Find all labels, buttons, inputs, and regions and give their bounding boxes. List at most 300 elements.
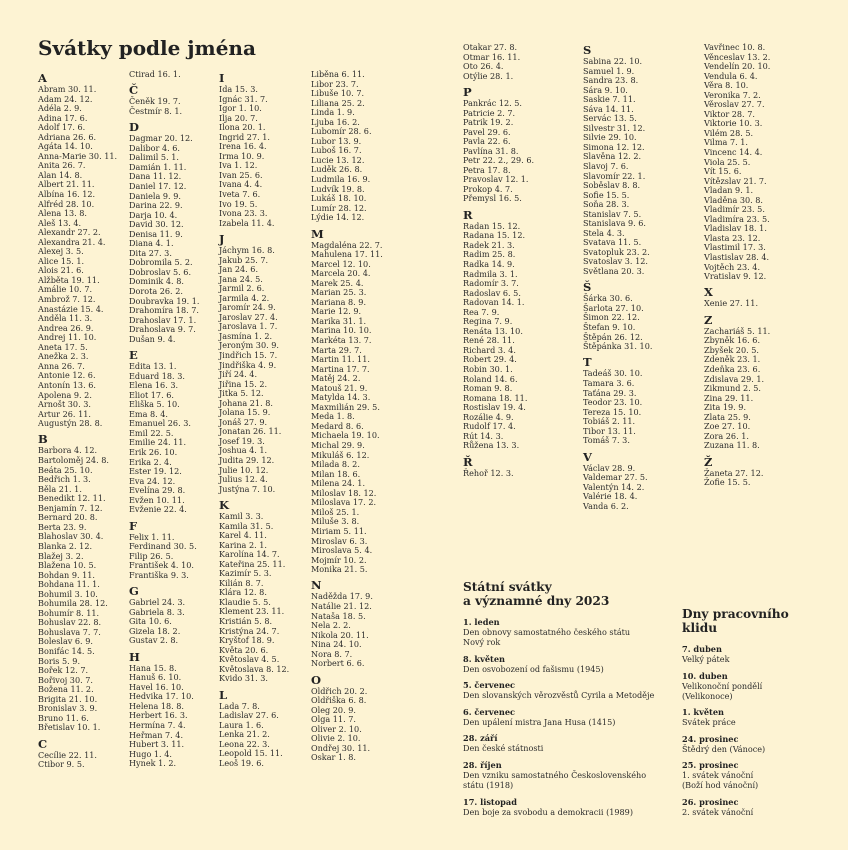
names-column-7 xyxy=(704,43,770,488)
name-entry: Judita 29. 12. xyxy=(219,455,275,466)
name-section xyxy=(129,520,200,581)
name-entry: Richard 3. 4. xyxy=(463,344,516,355)
name-entry: Marta 29. 7. xyxy=(311,344,362,355)
name-entry: Vincenc 14. 4. xyxy=(704,147,763,158)
holiday-name: Den boje za svobodu a demokracii (1989) xyxy=(463,806,633,817)
name-entry: Patrik 19. 2. xyxy=(463,117,514,128)
name-entry: Nikola 20. 11. xyxy=(311,629,369,640)
name-entry: Michaela 19. 10. xyxy=(311,430,380,441)
name-entry: Soběslav 8. 8. xyxy=(583,180,641,191)
name-entry: Miluše 3. 8. xyxy=(311,516,360,527)
name-entry: Oskar 1. 8. xyxy=(311,752,356,763)
name-entry: Rudolf 17. 4. xyxy=(463,421,516,432)
name-entry: Gita 10. 6. xyxy=(129,616,172,627)
name-entry: Bohdan 9. 11. xyxy=(38,569,95,580)
name-entry: Vratislav 9. 12. xyxy=(704,271,767,282)
section-letter: Č xyxy=(129,83,139,98)
name-entry: Roman 9. 8. xyxy=(463,383,513,394)
name-entry: Erika 2. 4. xyxy=(129,456,172,467)
name-entry: Radoslav 6. 5. xyxy=(463,287,521,298)
name-entry: Agáta 14. 10. xyxy=(38,141,93,152)
name-entry: Adriana 26. 6. xyxy=(38,131,97,142)
holiday-item xyxy=(682,734,765,754)
name-entry: Žaneta 27. 12. xyxy=(704,467,764,478)
name-entry: Sáva 14. 11. xyxy=(583,103,634,114)
name-entry: Jiří 24. 4. xyxy=(219,369,258,380)
name-entry: Otakar 27. 8. xyxy=(463,42,518,52)
name-entry: Věroslav 27. 7. xyxy=(704,99,765,110)
name-entry: Miroslav 6. 3. xyxy=(311,535,368,546)
name-entry: Vilma 7. 1. xyxy=(704,137,748,148)
name-section xyxy=(129,84,200,116)
name-entry: Dagmar 20. 12. xyxy=(129,133,193,144)
name-entry: Boleslav 6. 9. xyxy=(38,636,93,647)
name-entry: Maxmilián 29. 5. xyxy=(311,401,380,412)
name-entry: Jarmila 4. 2. xyxy=(219,292,270,303)
name-entry: Miroslava 5. 4. xyxy=(311,545,373,556)
name-entry: Arnošt 30. 3. xyxy=(38,399,91,410)
name-entry: Františka 9. 3. xyxy=(129,569,189,580)
holiday-item xyxy=(463,654,654,674)
name-entry: Monika 21. 5. xyxy=(311,564,368,575)
days-off-title-2: klidu xyxy=(682,621,718,635)
name-entry: Martina 17. 7. xyxy=(311,363,370,374)
name-entry: Iveta 7. 6. xyxy=(219,189,261,200)
name-entry: Heřman 7. 4. xyxy=(129,729,184,740)
section-letter: Š xyxy=(583,280,592,295)
holiday-date: 1. leden xyxy=(463,617,500,627)
section-letter: F xyxy=(129,518,138,533)
name-entry: Bohumila 28. 12. xyxy=(38,598,108,609)
name-entry: Jitka 5. 12. xyxy=(219,388,264,399)
name-entry: Erik 26. 10. xyxy=(129,446,178,457)
name-entry: Robert 29. 4. xyxy=(463,354,517,365)
name-entry: Bohuslava 7. 7. xyxy=(38,626,101,637)
name-entry: Lukáš 18. 10. xyxy=(311,193,367,204)
names-column-4 xyxy=(311,70,383,763)
name-section xyxy=(704,286,770,309)
name-entry: Viktorie 10. 3. xyxy=(704,118,763,129)
name-entry: Rozálie 4. 9. xyxy=(463,411,514,422)
name-entry: Petr 22. 2., 29. 6. xyxy=(463,155,535,166)
name-entry: Anita 26. 7. xyxy=(38,160,86,171)
name-entry: Dita 27. 3. xyxy=(129,247,172,258)
name-entry: Laura 1. 6. xyxy=(219,719,264,730)
name-entry: Libuše 10. 7. xyxy=(311,88,365,99)
name-entry: Roland 14. 6. xyxy=(463,373,518,384)
section-letter: Ř xyxy=(463,454,473,469)
days-off-list xyxy=(682,644,765,824)
name-entry: Tibor 13. 11. xyxy=(583,425,636,436)
section-letter: J xyxy=(219,232,225,246)
name-entry: Leoš 19. 6. xyxy=(219,757,264,768)
holiday-name: (Boží hod vánoční) xyxy=(682,780,759,791)
name-entry: Xenie 27. 11. xyxy=(704,298,759,309)
name-section xyxy=(38,738,117,770)
name-entry: Lucie 13. 12. xyxy=(311,154,365,165)
name-entry: Drahoslav 17. 1. xyxy=(129,314,197,325)
name-entry: Pavla 22. 6. xyxy=(463,136,511,147)
name-entry: Ivana 4. 4. xyxy=(219,179,263,190)
name-entry: Hubert 3. 11. xyxy=(129,739,185,750)
name-entry: Bartoloměj 24. 8. xyxy=(38,455,109,466)
name-entry: Blažej 3. 2. xyxy=(38,550,84,561)
name-entry: Emil 22. 5. xyxy=(129,427,174,438)
name-entry: Zachariáš 5. 11. xyxy=(704,325,771,336)
name-entry: Augustýn 28. 8. xyxy=(38,418,103,429)
name-entry: Leopold 15. 11. xyxy=(219,748,283,759)
holiday-name: Den slovanských věrozvěstů Cyrila a Metoděje xyxy=(463,690,655,701)
name-entry: Kamila 31. 5. xyxy=(219,520,274,531)
name-entry: Ignác 31. 7. xyxy=(219,93,268,104)
name-entry: Svatopluk 23. 2. xyxy=(583,246,650,257)
name-section xyxy=(704,314,770,451)
name-entry: Jan 24. 6. xyxy=(219,264,259,275)
name-entry: Anna-Marie 30. 11. xyxy=(38,150,118,161)
name-entry: Karel 4. 11. xyxy=(219,530,267,541)
name-entry: Boris 5. 9. xyxy=(38,655,81,666)
name-entry: Bohumír 8. 11. xyxy=(38,607,100,618)
state-holidays-title-1: Státní svátky xyxy=(463,580,552,594)
holiday-date: 24. prosinec xyxy=(682,733,739,744)
name-entry: Diana 4. 1. xyxy=(129,238,174,249)
name-entry: Běla 21. 1. xyxy=(38,483,82,494)
name-entry: Naděžda 17. 9. xyxy=(311,591,373,602)
name-entry: Hedvika 17. 10. xyxy=(129,691,194,702)
name-entry: Václav 28. 9. xyxy=(583,462,636,473)
name-entry: Ambrož 7. 12. xyxy=(38,294,96,305)
name-entry: Vít 15. 6. xyxy=(704,166,742,177)
holiday-name: Velikonoční pondělí xyxy=(682,680,763,691)
holiday-name: (Velikonoce) xyxy=(682,690,733,701)
name-entry: Radek 21. 3. xyxy=(463,239,515,250)
holiday-name: Den upálení mistra Jana Husa (1415) xyxy=(463,716,616,727)
name-entry: Pavel 29. 6. xyxy=(463,126,511,137)
days-off-heading xyxy=(682,607,789,635)
section-letter: E xyxy=(129,348,138,363)
holiday-item xyxy=(463,617,654,647)
name-entry: Marina 10. 10. xyxy=(311,325,372,336)
name-entry: Hermína 7. 4. xyxy=(129,719,186,730)
name-section xyxy=(129,70,200,80)
name-entry: Antonín 13. 6. xyxy=(38,379,96,390)
name-entry: Herbert 16. 3. xyxy=(129,710,188,721)
name-section xyxy=(219,72,289,228)
name-section xyxy=(311,70,383,223)
name-entry: Lýdie 14. 12. xyxy=(311,212,365,223)
name-entry: Vendelín 20. 10. xyxy=(704,61,771,72)
name-entry: Vlastislav 28. 4. xyxy=(704,252,770,263)
name-entry: Alena 13. 8. xyxy=(38,208,88,219)
name-entry: Ema 8. 4. xyxy=(129,408,168,419)
name-entry: Drahomíra 18. 7. xyxy=(129,305,199,316)
page-title: Svátky podle jména xyxy=(38,36,256,60)
name-entry: Bohdana 11. 1. xyxy=(38,579,100,590)
holiday-date: 8. květen xyxy=(463,653,505,664)
name-entry: Stanislava 9. 6. xyxy=(583,218,646,229)
name-entry: Karolína 14. 7. xyxy=(219,549,280,560)
name-entry: Blahoslav 30. 4. xyxy=(38,531,104,542)
name-entry: Čestmír 8. 1. xyxy=(129,105,183,116)
name-entry: Ljuba 16. 2. xyxy=(311,116,360,127)
name-entry: Adolf 17. 6. xyxy=(38,122,86,133)
name-entry: Olga 11. 7. xyxy=(311,714,356,725)
name-entry: Ingrid 27. 1. xyxy=(219,131,270,142)
name-entry: Jasmína 1. 2. xyxy=(219,330,273,341)
section-letter: B xyxy=(38,432,48,447)
name-entry: Zbyněk 16. 6. xyxy=(704,335,761,346)
name-entry: Hanuš 6. 10. xyxy=(129,672,182,683)
name-entry: Ilona 20. 1. xyxy=(219,122,266,133)
name-entry: Kryštof 18. 9. xyxy=(219,635,275,646)
name-entry: Veronika 7. 2. xyxy=(704,89,761,100)
name-entry: Iva 1. 12. xyxy=(219,160,258,171)
name-entry: Nela 2. 2. xyxy=(311,620,351,631)
name-entry: Bronislav 3. 9. xyxy=(38,703,98,714)
name-entry: Sandra 23. 8. xyxy=(583,75,639,86)
name-section xyxy=(311,228,383,575)
section-letter: K xyxy=(219,498,229,513)
name-entry: Soňa 28. 3. xyxy=(583,199,630,210)
name-entry: Zina 29. 11. xyxy=(704,392,754,403)
name-entry: Břetislav 10. 1. xyxy=(38,722,101,733)
name-section xyxy=(583,44,652,277)
name-entry: Štefan 9. 10. xyxy=(583,322,636,333)
name-entry: Šárka 30. 6. xyxy=(583,293,633,304)
name-entry: Tereza 15. 10. xyxy=(583,406,642,417)
section-letter: P xyxy=(463,84,472,99)
name-entry: Ondřej 30. 11. xyxy=(311,742,371,753)
name-entry: Anastázie 15. 4. xyxy=(38,303,104,314)
name-entry: Tobiáš 2. 11. xyxy=(583,416,636,427)
name-section xyxy=(463,43,534,81)
name-entry: Jáchym 16. 8. xyxy=(219,245,275,255)
name-entry: Valérie 18. 4. xyxy=(583,491,638,502)
name-entry: Meda 1. 8. xyxy=(311,411,355,422)
name-entry: Romana 18. 11. xyxy=(463,392,528,403)
name-entry: Řehoř 12. 3. xyxy=(463,467,514,478)
holiday-date: 1. květen xyxy=(682,707,724,718)
name-entry: Oliver 2. 10. xyxy=(311,723,362,734)
holiday-name: Den české státnosti xyxy=(463,743,544,754)
name-entry: Damián 1. 11. xyxy=(129,161,187,172)
name-entry: Květoslava 8. 12. xyxy=(219,663,290,674)
name-entry: Matěj 24. 2. xyxy=(311,373,361,384)
name-section xyxy=(583,451,652,512)
name-entry: Přemysl 16. 5. xyxy=(463,193,522,204)
name-entry: Mahulena 17. 11. xyxy=(311,249,383,260)
name-entry: Adam 24. 12. xyxy=(38,93,93,104)
name-entry: Tomáš 7. 3. xyxy=(583,435,630,446)
name-entry: Benedikt 12. 11. xyxy=(38,493,106,504)
name-entry: Filip 26. 5. xyxy=(129,550,174,561)
name-entry: Viktor 28. 7. xyxy=(704,108,755,119)
holiday-item xyxy=(463,760,654,790)
section-letter: R xyxy=(463,207,473,222)
name-entry: Bohuslav 22. 8. xyxy=(38,617,102,628)
name-section xyxy=(129,651,200,769)
name-entry: Ilja 20. 7. xyxy=(219,112,258,123)
name-entry: Zita 19. 9. xyxy=(704,402,747,413)
holiday-name: Štědrý den (Vánoce) xyxy=(682,743,766,754)
name-entry: Rostislav 19. 4. xyxy=(463,402,526,413)
name-entry: Anděla 11. 3. xyxy=(38,313,93,324)
name-entry: Michal 29. 9. xyxy=(311,440,365,451)
names-column-2 xyxy=(129,70,200,769)
name-entry: Pravoslav 12. 1. xyxy=(463,174,529,185)
name-entry: Teodor 23. 10. xyxy=(583,397,643,408)
name-section xyxy=(219,499,289,684)
name-entry: Andrea 26. 9. xyxy=(38,322,94,333)
holiday-item xyxy=(463,797,654,817)
name-entry: Regina 7. 9. xyxy=(463,316,513,327)
name-entry: Alžběta 19. 11. xyxy=(38,274,100,285)
name-section xyxy=(463,209,534,451)
name-entry: Jeroným 30. 9. xyxy=(219,340,279,351)
name-entry: Amálie 10. 7. xyxy=(38,284,93,295)
name-entry: René 28. 11. xyxy=(463,335,515,346)
name-entry: Slavomír 22. 1. xyxy=(583,170,646,181)
name-entry: Věra 8. 10. xyxy=(704,80,749,91)
holiday-name: Nový rok xyxy=(463,637,501,647)
name-entry: Stanislav 7. 5. xyxy=(583,208,642,219)
name-entry: Anežka 2. 3. xyxy=(38,351,89,362)
holiday-date: 28. září xyxy=(463,733,498,744)
name-entry: Dorota 26. 2. xyxy=(129,285,183,296)
section-letter: S xyxy=(583,43,592,57)
section-letter: D xyxy=(129,120,139,135)
name-entry: Květoslav 4. 5. xyxy=(219,654,280,665)
name-entry: Radan 15. 12. xyxy=(463,220,521,231)
name-entry: Klement 23. 11. xyxy=(219,606,285,617)
name-entry: Milan 18. 6. xyxy=(311,468,361,479)
name-entry: Prokop 4. 7. xyxy=(463,183,513,194)
name-entry: Eliška 5. 10. xyxy=(129,399,180,410)
name-entry: Gustav 2. 8. xyxy=(129,635,179,646)
name-section xyxy=(129,585,200,646)
name-entry: Květa 20. 6. xyxy=(219,644,269,655)
name-entry: Kilián 8. 7. xyxy=(219,577,264,588)
name-entry: Daniel 17. 12. xyxy=(129,180,187,191)
name-entry: Matylda 14. 3. xyxy=(311,392,371,403)
name-entry: Berta 23. 9. xyxy=(38,521,87,532)
name-section xyxy=(311,579,383,668)
name-entry: Jindřich 15. 7. xyxy=(219,350,278,361)
name-entry: Saskie 7. 11. xyxy=(583,94,636,105)
name-entry: Stela 4. 3. xyxy=(583,227,625,238)
name-entry: Ludvík 19. 8. xyxy=(311,183,365,194)
name-entry: Marian 25. 3. xyxy=(311,287,367,298)
name-entry: Aleš 13. 4. xyxy=(38,217,82,228)
name-entry: Čeněk 19. 7. xyxy=(129,96,181,107)
name-entry: Otýlie 28. 1. xyxy=(463,70,514,81)
name-entry: Nataša 18. 5. xyxy=(311,610,366,621)
name-entry: Vladěna 30. 8. xyxy=(704,194,764,205)
name-entry: Irma 10. 9. xyxy=(219,150,265,161)
name-entry: Šimon 22. 12. xyxy=(583,312,640,323)
name-entry: Dominik 4. 8. xyxy=(129,276,184,287)
name-entry: Milena 24. 1. xyxy=(311,478,366,489)
days-off-title-1: Dny pracovního xyxy=(682,607,789,621)
name-entry: Vladimíra 23. 5. xyxy=(704,213,770,224)
name-entry: Vanda 6. 2. xyxy=(583,500,629,511)
holiday-item xyxy=(682,797,765,817)
name-section xyxy=(219,233,289,494)
name-entry: Felix 1. 11. xyxy=(129,531,175,542)
name-section xyxy=(219,689,289,769)
name-entry: Silvestr 31. 12. xyxy=(583,122,646,133)
name-entry: Vilém 28. 5. xyxy=(704,127,754,138)
name-entry: Oldřich 20. 2. xyxy=(311,685,368,696)
name-entry: Evženie 22. 4. xyxy=(129,504,187,515)
name-entry: Světlana 20. 3. xyxy=(583,266,645,277)
name-entry: Sára 9. 10. xyxy=(583,84,628,95)
name-entry: Anna 26. 7. xyxy=(38,360,85,371)
name-entry: Zlata 25. 9. xyxy=(704,411,751,422)
name-entry: Ester 19. 12. xyxy=(129,466,182,477)
name-entry: Cecílie 22. 11. xyxy=(38,749,97,760)
name-entry: Lenka 21. 2. xyxy=(219,729,270,740)
name-entry: Liběna 6. 11. xyxy=(311,69,365,79)
name-entry: Nora 8. 7. xyxy=(311,648,353,659)
name-entry: Oldřiška 6. 8. xyxy=(311,695,367,706)
state-holidays-list xyxy=(463,617,654,823)
name-entry: Mojmír 10. 2. xyxy=(311,554,367,565)
name-entry: Adéla 2. 9. xyxy=(38,103,82,114)
holiday-name: státu (1918) xyxy=(463,779,514,790)
name-entry: Zdeňka 23. 6. xyxy=(704,364,761,374)
names-column-5 xyxy=(463,43,534,478)
name-entry: Gabriel 24. 3. xyxy=(129,597,186,608)
name-entry: Alois 21. 6. xyxy=(38,265,84,276)
name-entry: Dobroslav 5. 6. xyxy=(129,266,192,277)
name-entry: Radana 15. 12. xyxy=(463,230,526,241)
name-entry: Mikuláš 6. 12. xyxy=(311,449,370,460)
name-entry: Eliot 17. 6. xyxy=(129,389,174,400)
holiday-name: Den obnovy samostatného českého státu xyxy=(463,627,631,637)
name-section xyxy=(704,43,770,282)
name-entry: Servác 13. 5. xyxy=(583,113,637,124)
name-entry: Kamil 3. 3. xyxy=(219,511,264,522)
name-entry: Petra 17. 8. xyxy=(463,164,511,175)
name-section xyxy=(129,349,200,515)
name-entry: Simona 12. 12. xyxy=(583,141,645,152)
name-entry: Vladislav 18. 1. xyxy=(704,223,767,234)
name-entry: Alfréd 28. 10. xyxy=(38,198,95,209)
name-entry: Valdemar 27. 5. xyxy=(583,472,648,483)
holiday-name: Den vzniku samostatného Československého xyxy=(463,769,647,780)
name-entry: Miloš 25. 1. xyxy=(311,506,360,517)
name-entry: Štěpán 26. 12. xyxy=(583,331,643,342)
name-entry: David 30. 12. xyxy=(129,219,184,230)
name-entry: Libor 23. 7. xyxy=(311,78,359,89)
name-entry: Izabela 11. 4. xyxy=(219,217,275,228)
name-entry: Dana 11. 12. xyxy=(129,171,182,182)
name-entry: Dobromila 5. 2. xyxy=(129,257,193,268)
name-entry: Denisa 11. 9. xyxy=(129,228,183,239)
section-letter: Z xyxy=(704,312,713,327)
name-entry: Zbyšek 20. 5. xyxy=(704,344,759,355)
name-entry: Johana 21. 8. xyxy=(219,397,273,408)
name-entry: Barbora 4. 12. xyxy=(38,445,98,456)
name-entry: Rea 7. 9. xyxy=(463,306,500,317)
name-entry: Natálie 21. 12. xyxy=(311,601,372,612)
name-entry: Vítězslav 21. 7. xyxy=(704,175,767,186)
name-entry: Zoe 27. 10. xyxy=(704,421,751,432)
name-entry: Otmar 16. 11. xyxy=(463,51,521,62)
names-column-3 xyxy=(219,72,289,768)
name-section xyxy=(38,433,117,732)
